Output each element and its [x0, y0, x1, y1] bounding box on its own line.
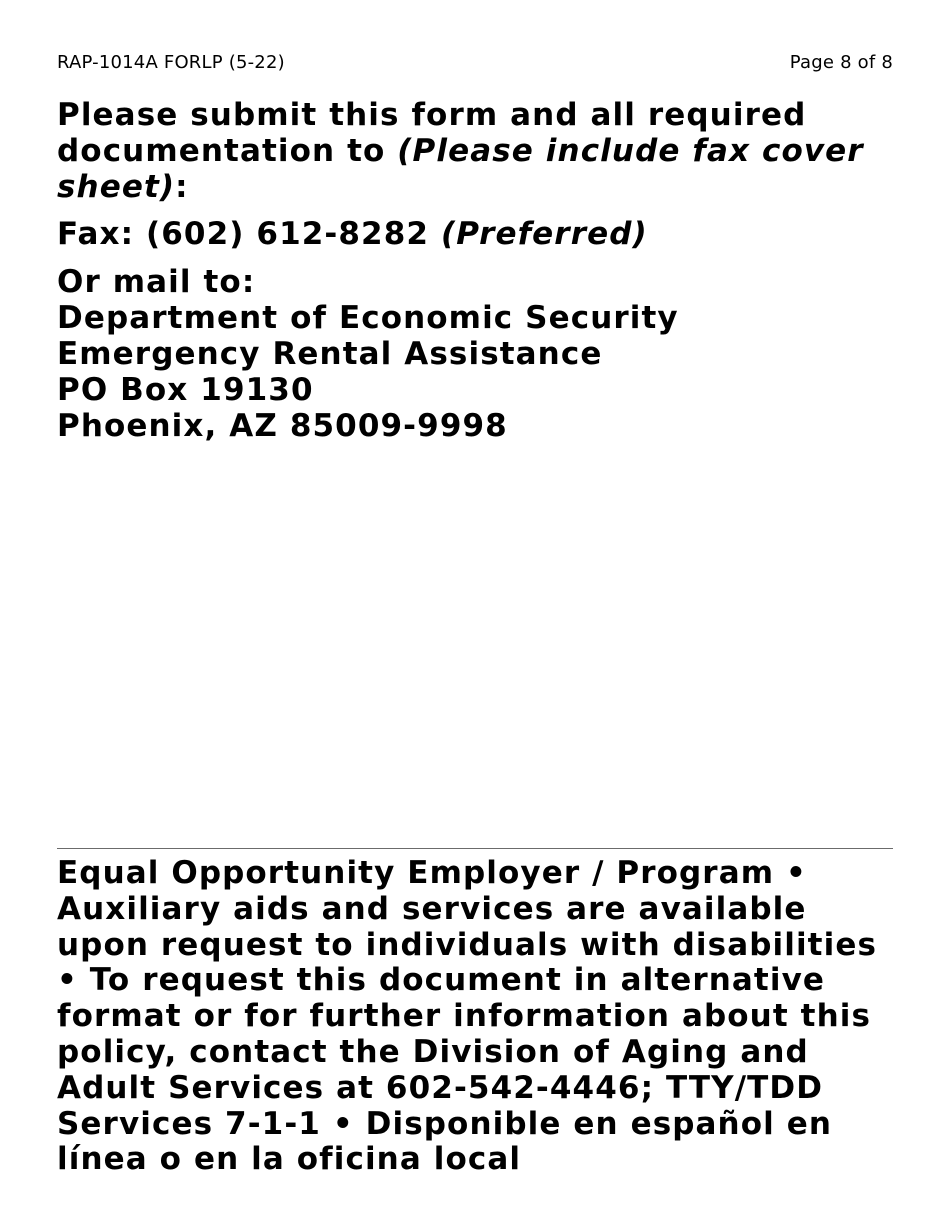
fax-cover-note-end: sheet) — [57, 169, 176, 205]
submit-instructions — [57, 97, 893, 205]
address-line-po-box: PO Box 19130 — [57, 372, 314, 408]
footer-divider — [57, 848, 893, 849]
eeo-line: Auxiliary aids and services are available — [57, 890, 807, 927]
submit-line-2-text: documentation to — [57, 133, 398, 169]
page-number: Page 8 of 8 — [789, 52, 893, 73]
submit-line-2 — [57, 133, 893, 169]
eeo-line: • To request this document in alternative — [57, 962, 826, 999]
fax-cover-note: (Please include fax cover — [397, 133, 864, 169]
address-line-program: Emergency Rental Assistance — [57, 336, 603, 372]
fax-line — [57, 216, 893, 252]
fax-preferred-note: (Preferred) — [440, 216, 648, 252]
form-id: RAP-1014A FORLP (5-22) — [57, 52, 285, 73]
eeo-line: upon request to individuals with disabilities — [57, 926, 878, 963]
submit-line-3 — [57, 169, 893, 205]
equal-opportunity-statement — [57, 856, 910, 1178]
submit-line-1: Please submit this form and all required — [57, 97, 807, 133]
mailing-address — [57, 264, 893, 444]
eeo-line: Services 7-1-1 • Disponible en español en — [57, 1105, 833, 1142]
eeo-line: línea o en la oficina local — [57, 1141, 522, 1178]
eeo-line: format or for further information about this — [57, 998, 872, 1035]
page-header — [57, 52, 893, 78]
mail-intro: Or mail to: — [57, 264, 256, 300]
address-line-city: Phoenix, AZ 85009-9998 — [57, 408, 508, 444]
submit-colon: : — [175, 169, 189, 205]
fax-info — [57, 216, 893, 252]
address-line-department: Department of Economic Security — [57, 300, 679, 336]
eeo-line: Equal Opportunity Employer / Program • — [57, 855, 807, 891]
eeo-line: Adult Services at 602-542-4446; TTY/TDD — [57, 1069, 824, 1106]
fax-number: Fax: (602) 612-8282 — [57, 216, 441, 252]
eeo-line: policy, contact the Division of Aging and — [57, 1033, 809, 1070]
